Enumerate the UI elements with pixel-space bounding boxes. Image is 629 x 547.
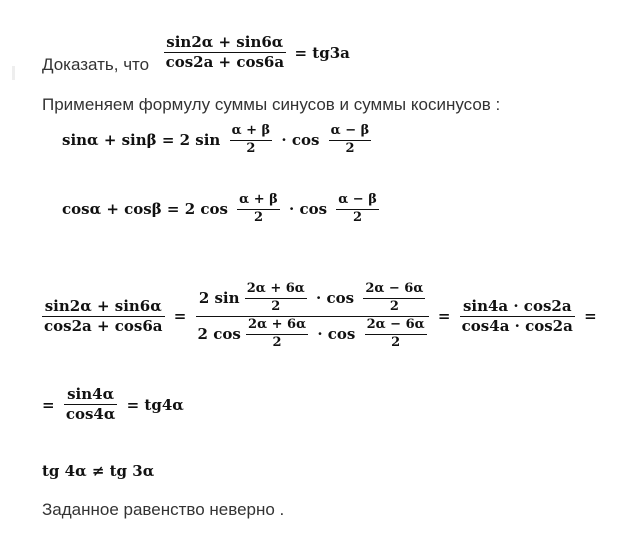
calc-top-f2-den: 2 — [389, 298, 399, 314]
calc-trailing-eq: = — [584, 307, 597, 326]
apply-formula-text: Применяем формулу суммы синусов и суммы косинусов : — [42, 95, 501, 114]
given-numerator: sin2α + sin6α — [164, 34, 287, 53]
sum-cos-frac1 — [237, 193, 280, 226]
calc-bot-f1 — [246, 318, 308, 351]
sum-sin-lhs: sinα + sinβ = 2 sin — [62, 131, 221, 150]
given-denominator: cos2a + cos6a — [165, 53, 285, 72]
calc-bot-f2-num: 2α − 6α — [365, 318, 427, 335]
calc-big-numerator — [196, 282, 429, 317]
sum-sin-frac1 — [230, 124, 273, 157]
calc-top-f1 — [245, 282, 307, 315]
calc-bot-f2 — [365, 318, 427, 351]
sum-cos-frac2 — [336, 193, 379, 226]
sum-sin-mid: · cos — [281, 131, 320, 150]
calc-bot-mid: · cos — [317, 324, 356, 343]
sum-sin-frac1-den: 2 — [246, 140, 256, 156]
calc-result-fraction — [460, 298, 575, 336]
calc-eq-1: = — [173, 307, 187, 326]
simplify-fraction — [64, 386, 118, 424]
calc-lhs-fraction — [42, 298, 165, 336]
sum-of-sines-formula — [62, 124, 371, 157]
calc-top-prefix: 2 sin — [198, 288, 240, 307]
sum-sin-frac2-num: α − β — [329, 124, 372, 141]
simplify-rhs: = tg4α — [126, 395, 184, 414]
calc-big-fraction — [196, 282, 429, 351]
simplify-num: sin4α — [64, 386, 118, 405]
main-computation — [42, 282, 601, 351]
sum-cos-mid: · cos — [289, 200, 328, 219]
given-fraction — [164, 34, 287, 72]
calc-top-mid: · cos — [316, 288, 355, 307]
sum-cos-frac2-num: α − β — [336, 193, 379, 210]
calc-bot-f1-den: 2 — [272, 334, 282, 350]
calc-top-f1-num: 2α + 6α — [245, 282, 307, 299]
calc-bot-prefix: 2 cos — [197, 324, 241, 343]
simplification-line — [42, 386, 188, 424]
calc-eq-2: = — [437, 307, 451, 326]
given-rhs: = tg3a — [294, 43, 350, 62]
calc-lhs-den: cos2a + cos6a — [44, 316, 163, 335]
prove-statement — [42, 34, 354, 72]
calc-big-denominator — [196, 317, 429, 351]
sum-cos-frac1-den: 2 — [253, 209, 263, 225]
simplify-den: cos4α — [65, 405, 116, 424]
inequality-statement: tg 4α ≠ tg 3α — [42, 462, 155, 480]
calc-result-den: cos4a · cos2a — [461, 316, 573, 335]
calc-top-f2 — [363, 282, 425, 315]
simplify-lead-eq: = — [42, 395, 55, 414]
sum-cos-lhs: cosα + cosβ = 2 cos — [62, 200, 228, 219]
sum-of-cosines-formula — [62, 193, 379, 226]
calc-result-num: sin4a · cos2a — [460, 298, 575, 317]
conclusion-text: Заданное равенство неверно . — [42, 500, 285, 519]
sum-sin-frac2 — [329, 124, 372, 157]
sum-sin-frac2-den: 2 — [345, 140, 355, 156]
sum-cos-frac1-num: α + β — [237, 193, 280, 210]
calc-bot-f2-den: 2 — [391, 334, 401, 350]
sum-cos-frac2-den: 2 — [353, 209, 363, 225]
calc-lhs-num: sin2α + sin6α — [42, 298, 165, 317]
calc-top-f1-den: 2 — [271, 298, 281, 314]
faint-mark — [12, 66, 15, 80]
prove-label: Доказать, что — [42, 54, 150, 74]
calc-top-f2-num: 2α − 6α — [363, 282, 425, 299]
calc-bot-f1-num: 2α + 6α — [246, 318, 308, 335]
sum-sin-frac1-num: α + β — [230, 124, 273, 141]
